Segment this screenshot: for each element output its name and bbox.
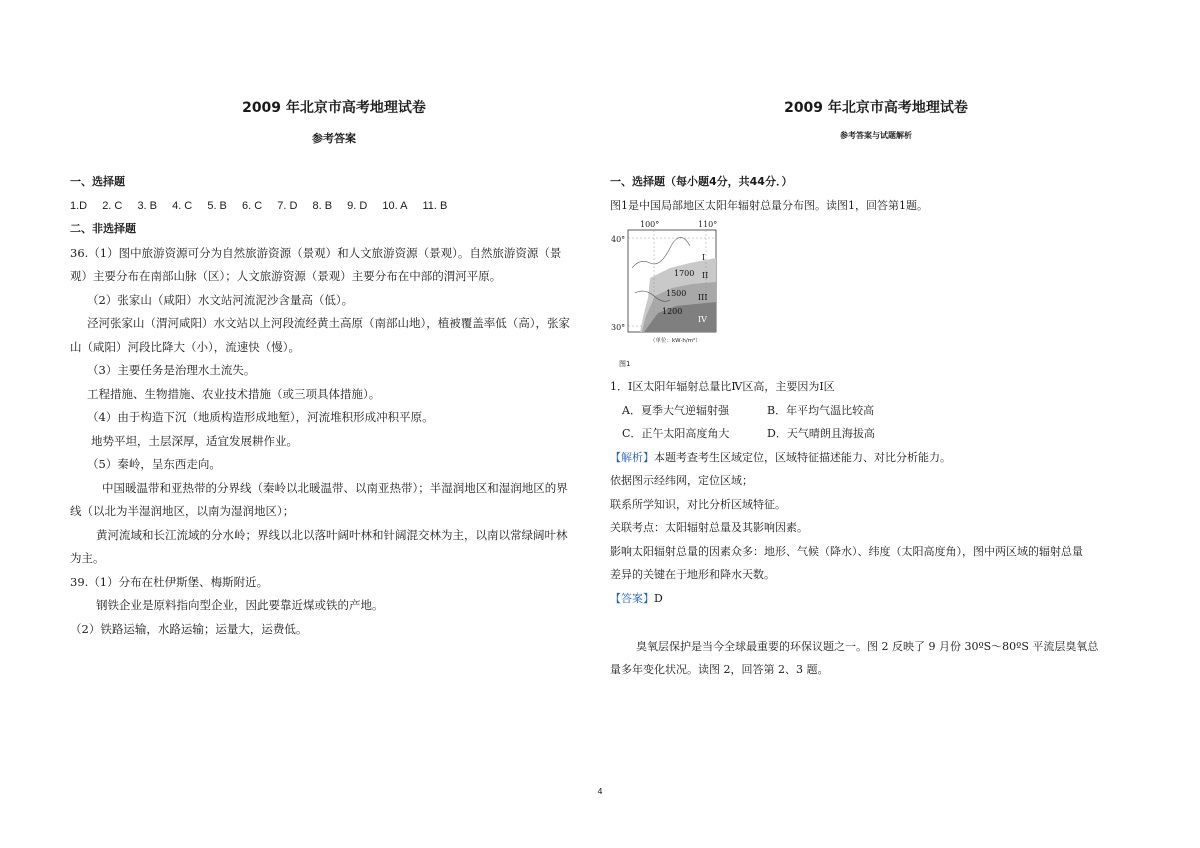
answer-line: （4）由于构造下沉（地质构造形成地堑），河流堆积形成冲积平原。 (87, 410, 434, 424)
paragraph-line: 量多年变化状况。读图 2，回答第 2、3 题。 (610, 663, 829, 676)
option-d: D．天气晴朗且海拔高 (767, 427, 875, 440)
answer-line: 线（以北为半湿润地区，以南为湿润地区）； (70, 504, 295, 518)
answer-item: 6. C (241, 200, 263, 212)
paragraph-line: 臭氧层保护是当今全球最重要的环保议题之一。图 2 反映了 9 月份 30ºS～80ºS 平流层臭氧总 (636, 640, 1099, 653)
left-subtitle: 参考答案 (312, 132, 356, 145)
right-title: 2009 年北京市高考地理试卷 (784, 100, 968, 116)
question-text: 1．Ⅰ区太阳年辐射总量比Ⅳ区高，主要因为Ⅰ区 (610, 380, 835, 393)
radiation-map-figure (610, 218, 720, 348)
answer-line: 山（咸阳）河段比降大（小），流速快（慢）。 (70, 340, 300, 354)
answer-item: 7. D (277, 200, 298, 212)
section-choice-heading: 一、选择题 (70, 175, 125, 188)
answer-line: 黄河流域和长江流域的分水岭；界线以北以落叶阔叶林和针阔混交林为主，以南以常绿阔叶林 (96, 528, 568, 542)
answer-line: （3）主要任务是治理水土流失。 (87, 363, 256, 377)
figure-caption: 图1 (619, 360, 631, 368)
answer-line: （5）秦岭，呈东西走向。 (87, 457, 221, 471)
analysis-line: 关联考点：太阳辐射总量及其影响因素。 (610, 521, 808, 534)
analysis-column (610, 0, 1130, 848)
analysis-tag: 【解析】 (610, 451, 654, 464)
answer-value: D (654, 592, 663, 605)
answer-line: 地势平坦，土层深厚，适宜发展耕作业。 (91, 434, 298, 448)
region-label: III (698, 293, 708, 302)
region-label: IV (698, 315, 707, 324)
analysis-line: 依据图示经纬网，定位区域； (610, 474, 753, 487)
lat-label: 40° (611, 235, 626, 244)
contour-label: 1500 (666, 289, 687, 298)
answer-line: 钢铁企业是原料指向型企业，因此要靠近煤或铁的产地。 (96, 598, 384, 612)
answer-line: 36.（1）图中旅游资源可分为自然旅游资源（景观）和人文旅游资源（景观）。自然旅游资源（景 (70, 246, 562, 260)
answer-item: 5. B (207, 200, 227, 212)
answer-line: 观）主要分布在南部山脉（区）；人文旅游资源（景观）主要分布在中部的渭河平原。 (70, 269, 502, 283)
lon-label: 110° (698, 220, 718, 229)
lat-label: 30° (611, 323, 626, 332)
answer-item: 2. C (102, 200, 123, 212)
answer-item: 10. A (382, 200, 408, 212)
answer-line: （2）铁路运输，水路运输；运量大，运费低。 (70, 622, 308, 636)
option-a: A．夏季大气逆辐射强 (622, 404, 729, 417)
answer-line: 39.（1）分布在杜伊斯堡、梅斯附近。 (70, 575, 269, 589)
analysis-line: 影响太阳辐射总量的因素众多：地形、气候（降水）、纬度（太阳高度角），图中两区域的辐射总量 (610, 545, 1083, 558)
answer-line (610, 591, 663, 607)
analysis-line: 联系所学知识，对比分析区域特征。 (610, 498, 786, 511)
contour-label: 1700 (674, 269, 695, 278)
answer-item: 4. C (172, 200, 193, 212)
region-label: I (702, 253, 706, 262)
analysis-text: 本题考查考生区域定位，区域特征描述能力、对比分析能力。 (654, 451, 951, 464)
unit-label: （单位：kW·h/m²） (650, 338, 701, 344)
answer-line: 工程措施、生物措施、农业技术措施（或三项具体措施）。 (87, 387, 381, 401)
answer-line: 为主。 (70, 551, 105, 565)
analysis-line (610, 450, 951, 466)
answer-item: 1.D (70, 200, 88, 212)
answer-key-column (70, 0, 598, 848)
answer-tag: 【答案】 (610, 592, 654, 605)
answer-item: 9. D (347, 200, 368, 212)
page-number: 4 (597, 787, 603, 796)
section-nonchoice-heading: 二、非选择题 (70, 222, 136, 235)
answer-item: 8. B (312, 200, 333, 212)
choice-answers (70, 198, 459, 214)
contour-label: 1200 (662, 307, 683, 316)
radiation-map (610, 218, 720, 348)
section-choice-heading: 一、选择题（每小题4分，共44分．） (610, 175, 793, 188)
region-label: II (702, 271, 709, 280)
option-b: B．年平均气温比较高 (767, 404, 875, 417)
answer-line: （2）张家山（咸阳）水文站河流泥沙含量高（低）。 (87, 293, 354, 307)
answer-item: 3. B (137, 200, 158, 212)
lon-label: 100° (640, 220, 660, 229)
figure-intro: 图1是中国局部地区太阳年辐射总量分布图。读图1，回答第1题。 (610, 199, 928, 212)
analysis-line: 差异的关键在于地形和降水天数。 (610, 568, 775, 581)
answer-line: 中国暖温带和亚热带的分界线（秦岭以北暖温带、以南亚热带）；半湿润地区和湿润地区的界 (102, 481, 568, 495)
answer-item: 11. B (422, 200, 448, 212)
left-title: 2009 年北京市高考地理试卷 (242, 100, 426, 116)
right-subtitle: 参考答案与试题解析 (840, 131, 912, 140)
option-c: C．正午太阳高度角大 (622, 427, 730, 440)
answer-line: 泾河张家山（渭河咸阳）水文站以上河段流经黄土高原（南部山地），植被覆盖率低（高），张家 (87, 316, 570, 330)
